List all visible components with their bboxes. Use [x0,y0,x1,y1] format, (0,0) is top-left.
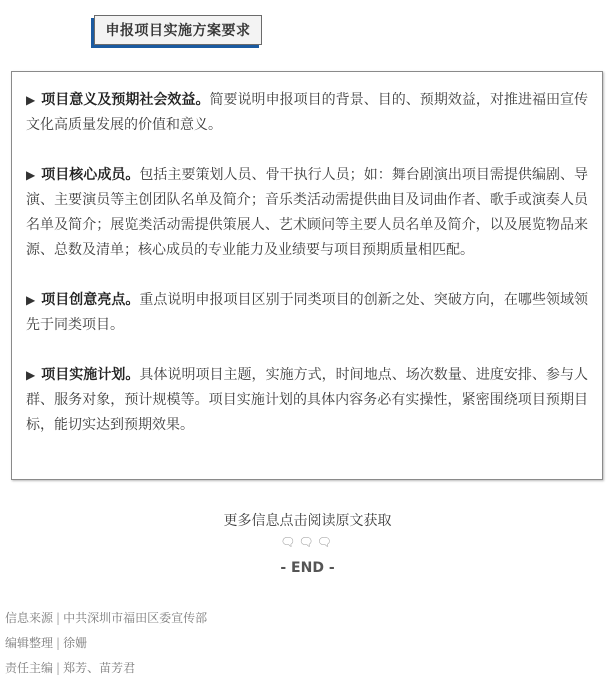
requirement-body: 具体说明项目主题，实施方式，时间地点、场次数量、进度安排、参与人群、服务对象，预计规模等。项目实施计划的具体内容务必有实操性，紧密围绕项目预期目标，能切实达到预期效果。 [26,367,588,433]
requirement-item [26,163,588,263]
requirement-body: 简要说明申报项目的背景、目的、预期效益，对推进福田宣传文化高质量发展的价值和意义。 [26,92,589,133]
triangle-bullet-icon: ▶ [26,168,36,182]
credit-label: 责任主编 [5,661,54,675]
requirement-heading: 项目实施计划。 [41,367,140,383]
requirement-heading: 项目核心成员。 [41,167,140,183]
requirement-heading: 项目创意亮点。 [41,292,140,308]
triangle-bullet-icon: ▶ [26,93,36,107]
credit-value: 郑芳、苗芳君 [63,661,136,675]
requirement-heading: 项目意义及预期社会效益。 [41,92,210,108]
credit-source: 信息来源 | 中共深圳市福田区委宣传部 [5,611,208,625]
requirement-item [26,363,588,438]
speech-bubble-icon: 🗨🗨🗨 [280,535,335,549]
requirements-box [11,71,603,480]
section-title [94,15,262,45]
end-marker: - END - [280,560,335,576]
requirement-item [26,88,588,138]
requirement-item [26,288,588,338]
triangle-bullet-icon: ▶ [26,293,36,307]
credit-value: 中共深圳市福田区委宣传部 [63,611,208,625]
credit-editor: 编辑整理 | 徐姗 [5,636,88,650]
credit-chief-editor: 责任主编 | 郑芳、苗芳君 [5,661,136,675]
triangle-bullet-icon: ▶ [26,368,36,382]
credit-value: 徐姗 [63,636,88,650]
requirement-body: 重点说明申报项目区别于同类项目的创新之处、突破方向，在哪些领域领先于同类项目。 [26,292,588,333]
credit-label: 信息来源 [5,611,54,625]
credit-label: 编辑整理 [5,636,54,650]
section-title-text: 申报项目实施方案要求 [105,23,251,39]
read-original-link[interactable]: 更多信息点击阅读原文获取 [223,513,392,529]
requirement-body: 包括主要策划人员、骨干执行人员；如：舞台剧演出项目需提供编剧、导演、主要演员等主创团队名单及简介；音乐类活动需提供曲目及词曲作者、歌手或演奏人员名单及简介；展览类活动需提供策展人、艺术顾问等主要人员名单及简介，以及展览物品来源、总数及清单；核心成员的专业能力及业绩要与项目预期质量相匹配。 [26,167,588,258]
